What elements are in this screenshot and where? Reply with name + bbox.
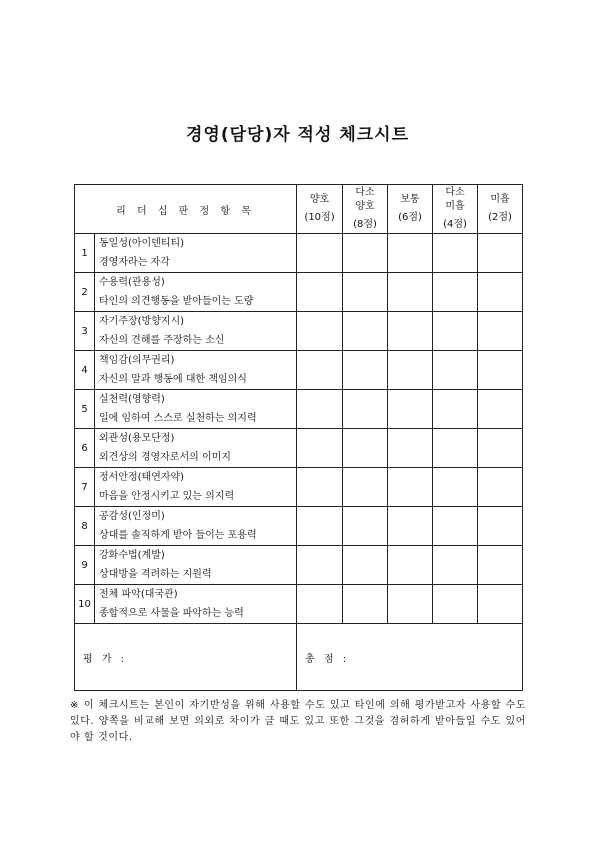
item-number: 9 — [75, 546, 95, 585]
score-cell[interactable] — [478, 507, 523, 546]
col-points: (4점) — [443, 219, 467, 230]
score-cell[interactable] — [343, 351, 388, 390]
item-number: 7 — [75, 468, 95, 507]
score-cell[interactable] — [478, 429, 523, 468]
score-cell[interactable] — [478, 468, 523, 507]
item-cell — [95, 234, 297, 273]
score-cell[interactable] — [343, 507, 388, 546]
item-name: 공감성(인정미) — [99, 511, 165, 522]
item-name: 책임감(의무권리) — [99, 355, 175, 366]
score-cell[interactable] — [297, 546, 343, 585]
col-points: (8점) — [353, 219, 377, 230]
score-cell[interactable] — [433, 351, 478, 390]
score-cell[interactable] — [297, 234, 343, 273]
item-description: 경영자라는 자각 — [99, 257, 170, 268]
item-description: 상대방을 격려하는 지원력 — [99, 569, 212, 580]
col-label: 다소 미흡 — [445, 187, 465, 212]
score-cell[interactable] — [478, 585, 523, 624]
item-description: 외견상의 경영자로서의 이미지 — [99, 452, 231, 463]
table-row — [75, 273, 523, 312]
score-cell[interactable] — [297, 585, 343, 624]
score-cell[interactable] — [297, 507, 343, 546]
score-cell[interactable] — [433, 468, 478, 507]
col-header-average — [388, 185, 433, 234]
table-row — [75, 546, 523, 585]
item-cell — [95, 429, 297, 468]
score-cell[interactable] — [297, 351, 343, 390]
item-name: 전체 파악(대국관) — [99, 589, 178, 600]
score-cell[interactable] — [433, 546, 478, 585]
score-cell[interactable] — [297, 312, 343, 351]
item-description: 자신의 견해를 주장하는 소신 — [99, 335, 225, 346]
item-cell — [95, 507, 297, 546]
item-description: 마음을 안정시키고 있는 의지력 — [99, 491, 235, 502]
col-points: (2점) — [488, 212, 512, 223]
table-row — [75, 312, 523, 351]
score-cell[interactable] — [388, 273, 433, 312]
item-name: 외관성(용모단정) — [99, 433, 175, 444]
checklist-table — [74, 184, 523, 691]
item-description: 일에 임하여 스스로 실천하는 의지력 — [99, 413, 257, 424]
item-number: 4 — [75, 351, 95, 390]
table-row — [75, 585, 523, 624]
item-description: 종합적으로 사물을 파악하는 능력 — [99, 608, 244, 619]
score-cell[interactable] — [388, 234, 433, 273]
score-cell[interactable] — [478, 273, 523, 312]
item-cell — [95, 468, 297, 507]
score-cell[interactable] — [343, 273, 388, 312]
score-cell[interactable] — [478, 312, 523, 351]
col-header-fairly-poor — [433, 185, 478, 234]
footnote: ※ 이 체크시트는 본인이 자기반성을 위해 사용할 수도 있고 타인에 의해 평가받고자 사용할 수도 있다. 양쪽을 비교해 보면 의외로 차이가 클 때도 있고 또한 그것을 겸허하게 받아들일 수도 있어야 할 것이다. — [70, 700, 526, 743]
score-cell[interactable] — [433, 507, 478, 546]
score-cell[interactable] — [343, 312, 388, 351]
table-row — [75, 390, 523, 429]
col-label: 보통 — [400, 194, 420, 205]
page-title: 경영(담당)자 적성 체크시트 — [185, 125, 410, 145]
score-cell[interactable] — [388, 507, 433, 546]
score-cell[interactable] — [343, 234, 388, 273]
item-description: 상대를 솔직하게 받아 들이는 포용력 — [99, 530, 257, 541]
table-row — [75, 234, 523, 273]
item-number: 3 — [75, 312, 95, 351]
header-row — [75, 185, 523, 234]
footer-row — [75, 624, 523, 691]
item-name: 강화수법(계발) — [99, 550, 165, 561]
total-score-field[interactable]: 총 점 : — [297, 624, 523, 691]
score-cell[interactable] — [433, 273, 478, 312]
item-description: 자신의 말과 행동에 대한 책임의식 — [99, 374, 247, 385]
score-cell[interactable] — [478, 390, 523, 429]
item-number: 10 — [75, 585, 95, 624]
col-points: (6점) — [398, 212, 422, 223]
score-cell[interactable] — [297, 390, 343, 429]
score-cell[interactable] — [388, 312, 433, 351]
col-points: (10점) — [304, 212, 335, 223]
score-cell[interactable] — [433, 429, 478, 468]
item-number: 1 — [75, 234, 95, 273]
score-cell[interactable] — [388, 429, 433, 468]
score-cell[interactable] — [388, 585, 433, 624]
col-label: 양호 — [309, 194, 330, 205]
col-label: 다소 양호 — [355, 187, 375, 212]
score-cell[interactable] — [433, 234, 478, 273]
item-column-header: 리 더 십 판 정 항 목 — [75, 185, 297, 234]
score-cell[interactable] — [433, 390, 478, 429]
score-cell[interactable] — [478, 351, 523, 390]
table-row — [75, 351, 523, 390]
score-cell[interactable] — [388, 468, 433, 507]
table-row — [75, 429, 523, 468]
col-header-fairly-good — [343, 185, 388, 234]
table-row — [75, 468, 523, 507]
item-name: 수용력(관용성) — [99, 277, 165, 288]
item-cell — [95, 273, 297, 312]
item-name: 실천력(영향력) — [99, 394, 165, 405]
table-row — [75, 507, 523, 546]
score-cell[interactable] — [297, 273, 343, 312]
score-cell[interactable] — [388, 546, 433, 585]
item-number: 5 — [75, 390, 95, 429]
score-cell[interactable] — [433, 585, 478, 624]
item-cell — [95, 585, 297, 624]
item-number: 2 — [75, 273, 95, 312]
score-cell[interactable] — [297, 468, 343, 507]
item-cell — [95, 312, 297, 351]
item-cell — [95, 390, 297, 429]
score-cell[interactable] — [343, 585, 388, 624]
score-cell[interactable] — [343, 390, 388, 429]
score-cell[interactable] — [343, 468, 388, 507]
item-name: 동일성(아이덴티티) — [99, 238, 185, 249]
score-cell[interactable] — [388, 390, 433, 429]
col-label: 미흡 — [490, 194, 510, 205]
item-name: 자기주장(방향지시) — [99, 316, 185, 327]
item-number: 8 — [75, 507, 95, 546]
score-cell[interactable] — [343, 429, 388, 468]
score-cell[interactable] — [343, 546, 388, 585]
item-name: 정서안정(태연자약) — [99, 472, 185, 483]
score-cell[interactable] — [478, 234, 523, 273]
score-cell[interactable] — [297, 429, 343, 468]
item-cell — [95, 351, 297, 390]
item-cell — [95, 546, 297, 585]
evaluation-field[interactable]: 평 가 : — [75, 624, 297, 691]
score-cell[interactable] — [388, 351, 433, 390]
item-description: 타인의 의견행동을 받아들이는 도량 — [99, 296, 254, 307]
score-cell[interactable] — [433, 312, 478, 351]
score-cell[interactable] — [478, 546, 523, 585]
col-header-poor — [478, 185, 523, 234]
col-header-good — [297, 185, 343, 234]
item-number: 6 — [75, 429, 95, 468]
